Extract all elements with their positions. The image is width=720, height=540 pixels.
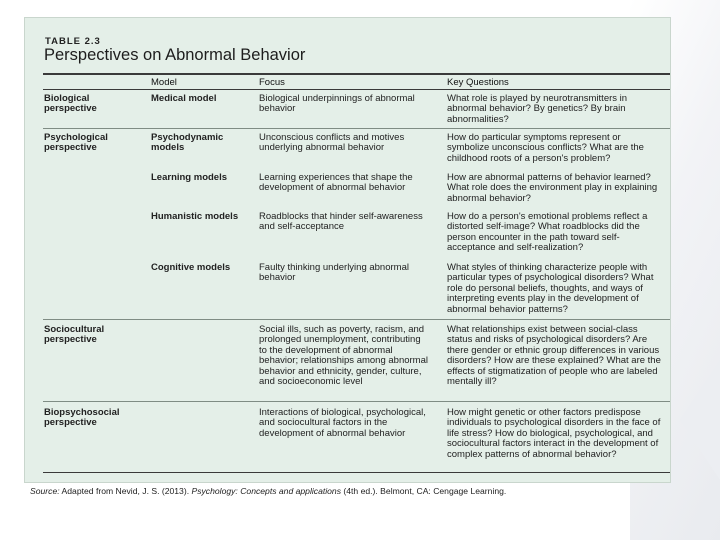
row-biological-perspective: Biological perspective <box>44 93 97 115</box>
row-psychodynamic-questions: How do particular symptoms represent or symbolize unconscious conflicts? What are the childhood roots of a person's problem? <box>447 132 644 164</box>
row-learning-model: Learning models <box>151 172 228 183</box>
table-panel <box>24 17 671 483</box>
row-biological-focus: Biological underpinnings of abnormal behavior <box>259 93 415 115</box>
decorative-chevron <box>680 360 720 480</box>
source-label: Source: <box>30 486 60 496</box>
source-book-title: Psychology: Concepts and applications <box>191 486 342 496</box>
row-learning-questions: How are abnormal patterns of behavior learned? What role does the environment play in explaining abnormal behavior? <box>447 172 658 204</box>
source-citation <box>30 486 506 496</box>
header-top-rule <box>43 73 670 75</box>
row-humanistic-model: Humanistic models <box>151 211 239 222</box>
row-cognitive-questions: What styles of thinking characterize people with particular types of psychological disorders? What role do personal beliefs, thoughts, and ways of interpreting events play in the development of abnormal behavior patterns? <box>447 262 654 315</box>
table-number: TABLE 2.3 <box>45 36 101 47</box>
row-learning-focus: Learning experiences that shape the development of abnormal behavior <box>259 172 413 194</box>
row-humanistic-questions: How do a person's emotional problems reflect a distorted self-image? What roadblocks did the person encounter in the path toward self-acceptance and self-realization? <box>447 211 648 254</box>
header-key-questions: Key Questions <box>447 77 509 88</box>
source-text-1: Adapted from Nevid, J. S. (2013). <box>61 486 190 496</box>
header-model: Model <box>151 77 177 88</box>
row-humanistic-focus: Roadblocks that hinder self-awareness and self-acceptance <box>259 211 423 233</box>
row-psychodynamic-model: Psychodynamic models <box>151 132 224 154</box>
table-bottom-rule <box>43 472 670 473</box>
row-biopsychosocial-perspective: Biopsychosocial perspective <box>44 407 120 429</box>
row-biological-model: Medical model <box>151 93 217 104</box>
row-biopsychosocial-focus: Interactions of biological, psychological, and sociocultural factors in the development of abnormal behavior <box>259 407 426 439</box>
header-focus: Focus <box>259 77 285 88</box>
row-divider <box>43 128 670 129</box>
row-sociocultural-focus: Social ills, such as poverty, racism, and prolonged unemployment, contributing to the development of abnormal behavior; relationships among abnormal behavior and ethnicity, gender, culture, and socioeconomic level <box>259 324 428 388</box>
row-sociocultural-questions: What relationships exist between social-class status and risks of psychological disorders? Are there gender or ethnic group differences in various disorders? How are these explained? What are the effects of stigmatization of people who are labeled mentally ill? <box>447 324 661 388</box>
row-psychological-perspective: Psychological perspective <box>44 132 108 154</box>
row-sociocultural-perspective: Sociocultural perspective <box>44 324 105 346</box>
table-title: Perspectives on Abnormal Behavior <box>44 46 306 64</box>
row-cognitive-model: Cognitive models <box>151 262 231 273</box>
row-divider <box>43 401 670 402</box>
header-bottom-rule <box>43 89 670 90</box>
row-biological-questions: What role is played by neurotransmitters in abnormal behavior? By genetics? By brain abnormalities? <box>447 93 628 125</box>
row-biopsychosocial-questions: How might genetic or other factors predispose individuals to psychological disorders in the face of life stress? How do biological, psychological, and sociocultural factors interact in the development of complex patterns of abnormal behavior? <box>447 407 661 460</box>
row-cognitive-focus: Faulty thinking underlying abnormal behavior <box>259 262 409 284</box>
row-psychodynamic-focus: Unconscious conflicts and motives underlying abnormal behavior <box>259 132 405 154</box>
source-text-2: (4th ed.). Belmont, CA: Cengage Learning. <box>343 486 507 496</box>
row-divider <box>43 319 670 320</box>
